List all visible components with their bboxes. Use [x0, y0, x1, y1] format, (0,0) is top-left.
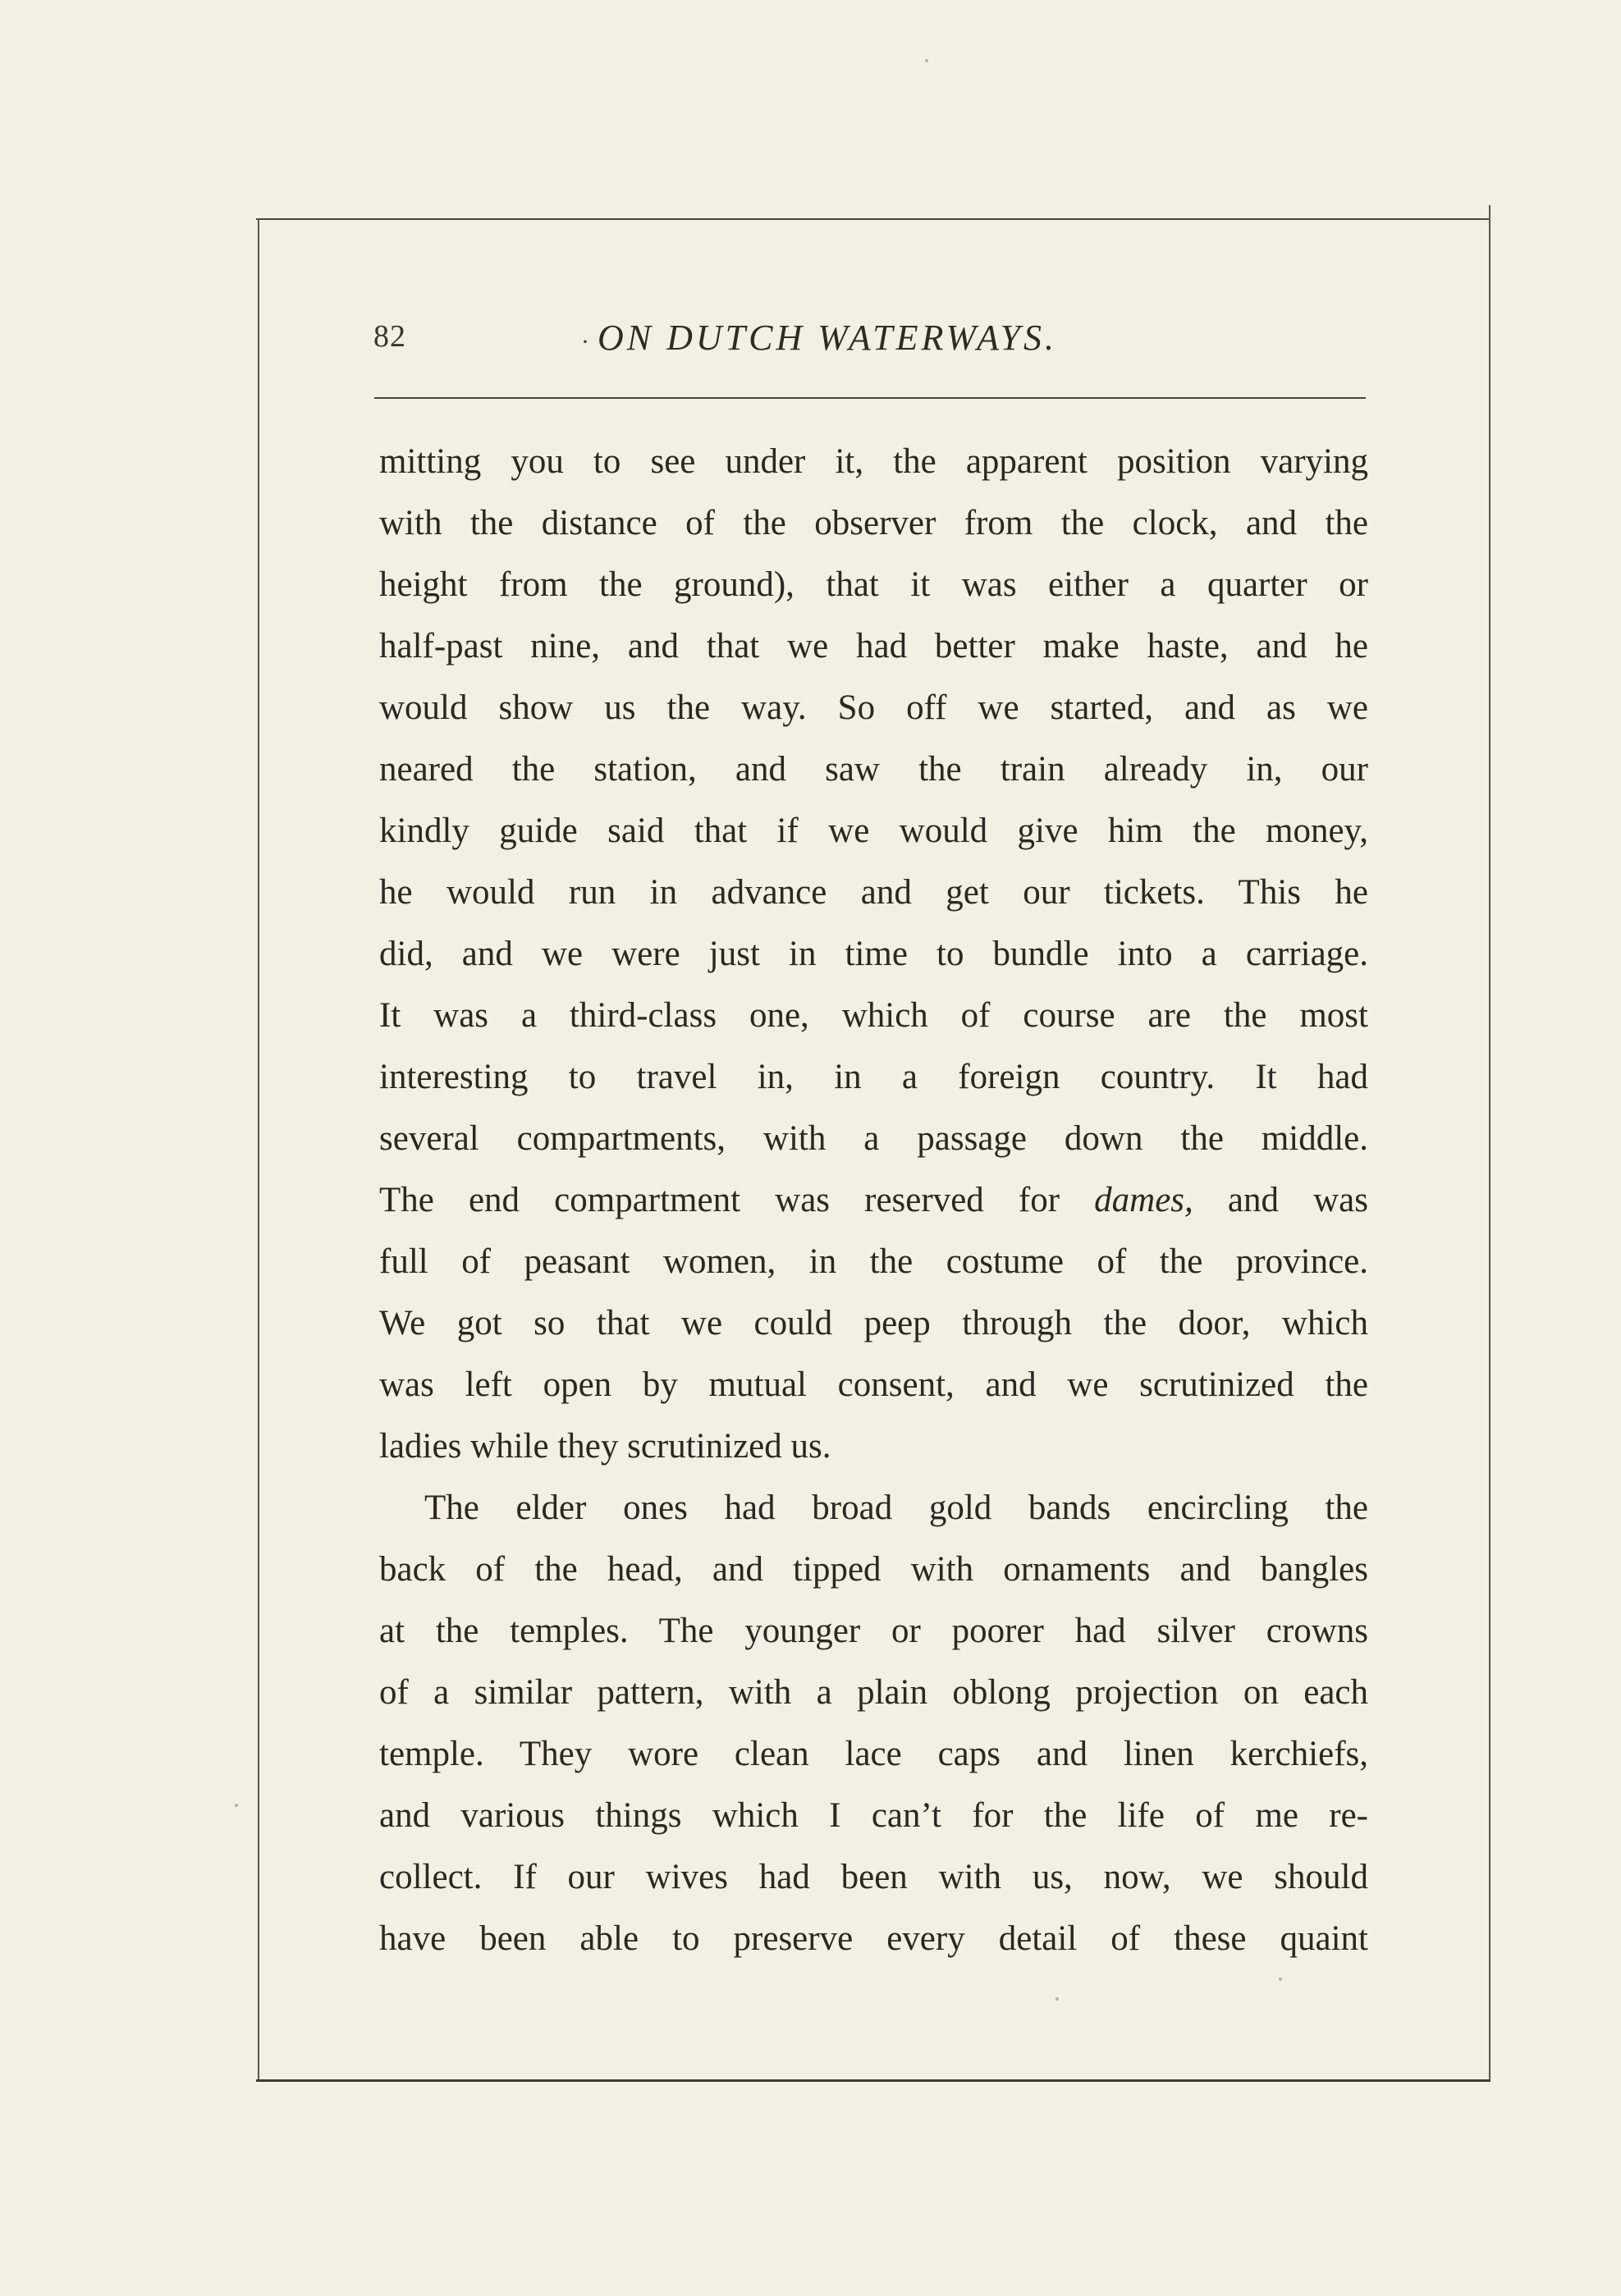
text-line: We got so that we could peep through the door, which — [379, 1304, 1368, 1342]
text-line: neared the station, and saw the train already in, our — [379, 750, 1368, 789]
text-line: back of the head, and tipped with ornaments and bangles — [379, 1550, 1368, 1589]
paragraph-start-line: The elder ones had broad gold bands encircling the — [424, 1489, 1368, 1527]
text-line: of a similar pattern, with a plain oblong projection on each — [379, 1673, 1368, 1712]
text-line: interesting to travel in, in a foreign country. It had — [379, 1058, 1368, 1096]
page-frame-bottom-rule — [256, 2079, 1490, 2082]
header-rule — [374, 397, 1366, 399]
text-line: was left open by mutual consent, and we scrutinized the — [379, 1365, 1368, 1404]
page-frame-top-rule — [256, 218, 1490, 220]
text-line: with the distance of the observer from the clock, and the — [379, 504, 1368, 542]
text-line: would show us the way. So off we started, and as we — [379, 688, 1368, 727]
paper-speck — [1279, 1978, 1282, 1981]
paper-speck — [235, 1804, 238, 1807]
text-line: temple. They wore clean lace caps and linen kerchiefs, — [379, 1735, 1368, 1773]
paragraph-end-line: ladies while they scrutinized us. — [379, 1427, 831, 1466]
italic-word: dames, — [1094, 1181, 1193, 1219]
text-line: and various things which I can’t for the life of me re- — [379, 1796, 1368, 1835]
text-line: full of peasant women, in the costume of the province. — [379, 1242, 1368, 1281]
text-line: have been able to preserve every detail of these quaint — [379, 1919, 1368, 1958]
text-line: collect. If our wives had been with us, now, we should — [379, 1858, 1368, 1896]
text-line: mitting you to see under it, the apparent position varying — [379, 442, 1368, 481]
text-line: kindly guide said that if we would give him the money, — [379, 812, 1368, 850]
body-text — [379, 431, 1368, 1969]
text-line: height from the ground), that it was either a quarter or — [379, 565, 1368, 604]
paper-speck — [1055, 1997, 1059, 2001]
paper-speck — [925, 59, 928, 62]
page-frame-left-rule — [258, 218, 259, 2079]
text-segment: The end compartment was reserved for — [379, 1181, 1060, 1219]
running-head: ON DUTCH WATERWAYS. — [598, 318, 1058, 358]
text-line — [379, 1169, 1368, 1231]
text-line: It was a third-class one, which of course are the most — [379, 996, 1368, 1035]
text-line: several compartments, with a passage down the middle. — [379, 1119, 1368, 1158]
text-line: he would run in advance and get our tickets. This he — [379, 873, 1368, 912]
page-number: 82 — [373, 319, 406, 354]
running-head-dot: · — [581, 328, 589, 355]
text-line: half-past nine, and that we had better make haste, and he — [379, 627, 1368, 665]
text-line: at the temples. The younger or poorer had silver crowns — [379, 1612, 1368, 1650]
text-segment: and was — [1227, 1181, 1368, 1219]
page-frame-right-rule — [1489, 205, 1490, 2081]
text-line: did, and we were just in time to bundle into a carriage. — [379, 935, 1368, 973]
